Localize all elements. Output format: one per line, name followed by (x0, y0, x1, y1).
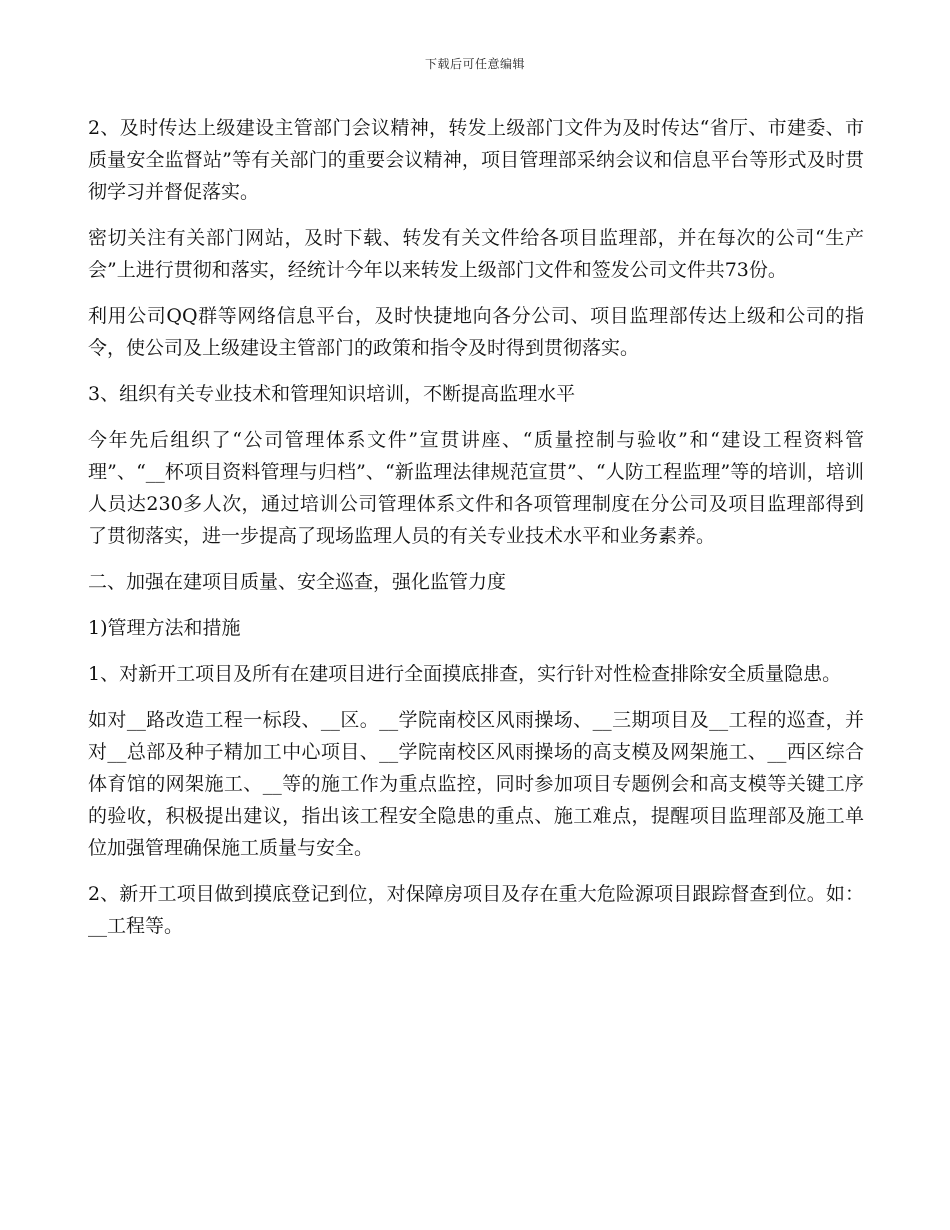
paragraph-2: 密切关注有关部门网站，及时下载、转发有关文件给各项目监理部，并在每次的公司“生产会”上进行贯彻和落实，经统计今年以来转发上级部门文件和签发公司文件共73份。 (88, 227, 864, 281)
page-header: 下载后可任意编辑 (424, 57, 525, 71)
paragraph-3: 利用公司QQ群等网络信息平台，及时快捷地向各分公司、项目监理部传达上级和公司的指令，使公司及上级建设主管部门的政策和指令及时得到贯彻落实。 (88, 305, 864, 359)
paragraph-5: 今年先后组织了“公司管理体系文件”宣贯讲座、“质量控制与验收”和“建设工程资料管理”、“__杯项目资料管理与归档”、“新监理法律规范宣贯”、“人防工程监理”等的培训，培训人员达230多人次，通过培训公司管理体系文件和各项管理制度在分公司及项目监理部得到了贯彻落实，进一步提高了现场监理人员的有关专业技术水平和业务素养。 (88, 429, 864, 547)
paragraph-8: 1、对新开工项目及所有在建项目进行全面摸底排查，实行针对性检查排除安全质量隐患。 (88, 663, 842, 685)
document-body (88, 112, 864, 956)
paragraph-1: 2、及时传达上级建设主管部门会议精神，转发上级部门文件为及时传达“省厅、市建委、市质量安全监督站”等有关部门的重要会议精神，项目管理部采纳会议和信息平台等形式及时贯彻学习并督促落实。 (88, 117, 864, 203)
paragraph-10: 2、新开工项目做到摸底登记到位，对保障房项目及存在重大危险源项目跟踪督查到位。如：__工程等。 (88, 883, 864, 937)
paragraph-9: 如对__路改造工程一标段、__区。__学院南校区风雨操场、__三期项目及__工程的巡查，并对__总部及种子精加工中心项目、__学院南校区风雨操场的高支模及网架施工、__西区综合体育馆的网架施工、__等的施工作为重点监控，同时参加项目专题例会和高支模等关键工序的验收，积极提出建议，指出该工程安全隐患的重点、施工难点，提醒项目监理部及施工单位加强管理确保施工质量与安全。 (88, 709, 864, 859)
section-heading-2: 二、加强在建项目质量、安全巡查，强化监管力度 (88, 571, 507, 593)
section-heading-3: 3、组织有关专业技术和管理知识培训，不断提高监理水平 (88, 383, 576, 405)
subsection-heading-1: 1)管理方法和措施 (88, 617, 241, 639)
